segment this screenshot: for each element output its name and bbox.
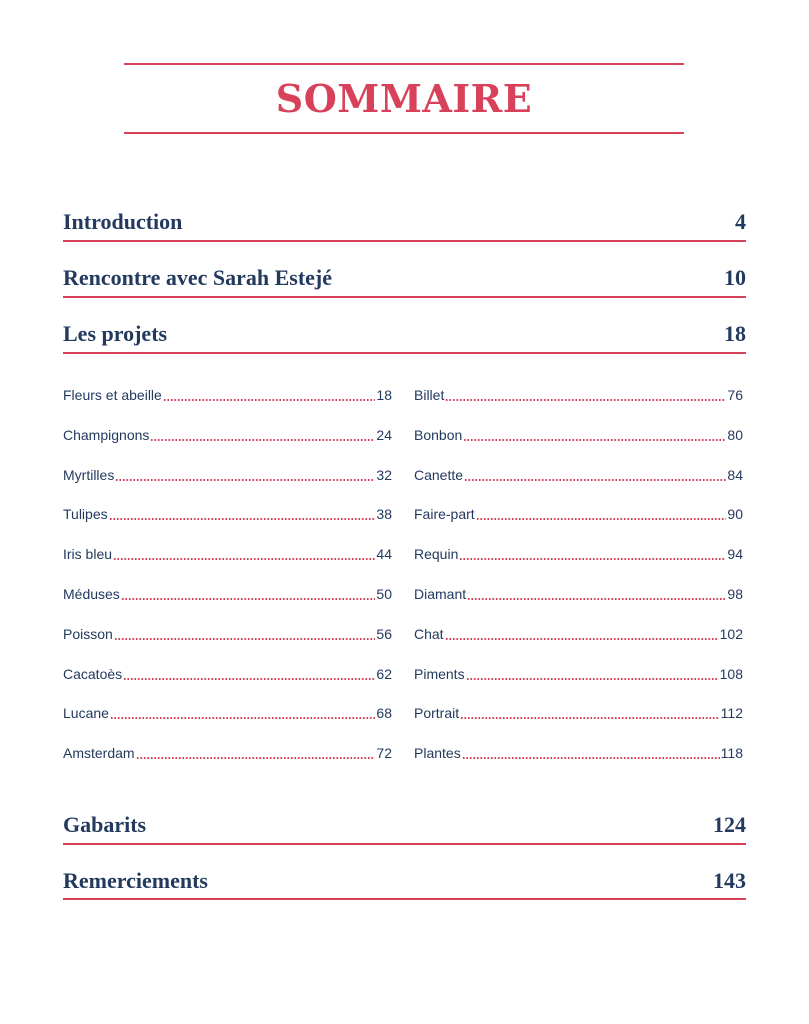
project-page: 84 [727,466,743,483]
project-label: Myrtilles [63,466,115,483]
project-label: Méduses [63,585,120,602]
toc-entry-label: Les projets [63,321,168,346]
toc-rule [63,352,746,354]
page-title: SOMMAIRE [275,76,533,121]
toc-rule [63,296,746,298]
project-label: Cacatoès [63,665,123,682]
toc-entry-page: 18 [724,321,746,346]
project-page: 90 [727,506,743,523]
project-label: Lucane [63,705,109,722]
project-entry [63,663,392,685]
project-entry [63,623,392,645]
dot-leader [460,717,720,719]
project-label: Poisson [63,625,113,642]
project-page: 72 [376,745,392,762]
toc-entry-page: 124 [713,812,746,837]
toc-entry-label: Introduction [63,209,183,234]
project-entry [63,583,392,605]
dot-leader [113,558,375,560]
dot-leader [467,598,726,600]
dot-leader [109,518,376,520]
toc-entry-label: Rencontre avec Sarah Estejé [63,265,333,290]
project-label: Billet [414,387,445,403]
toc-entry-page: 4 [735,209,746,234]
project-entry [414,702,743,724]
project-page: 18 [376,387,392,403]
project-entry [63,424,392,446]
project-label: Plantes [414,745,461,762]
dot-leader [476,518,727,520]
project-entry [414,464,743,486]
project-page: 98 [727,585,743,602]
project-page: 62 [376,665,392,682]
project-page: 50 [376,585,392,602]
dot-leader [464,479,726,481]
toc-entry-les-projets [63,319,746,349]
dot-leader [462,757,720,759]
project-label: Piments [414,665,465,682]
toc-entry-page: 143 [713,868,746,893]
toc-entry-introduction [63,207,746,237]
project-entry [414,503,743,525]
project-page: 24 [376,426,392,443]
project-entry [63,384,392,406]
project-entry [63,543,392,565]
dot-leader [123,678,375,680]
project-page: 102 [719,625,743,642]
project-label: Champignons [63,426,150,443]
title-rule-top [124,63,684,65]
project-entry [414,663,743,685]
project-label: Fleurs et abeille [63,387,162,403]
project-page: 80 [727,426,743,443]
toc-entry-page: 10 [724,265,746,290]
dot-leader [459,558,726,560]
project-label: Canette [414,466,464,483]
project-entry [63,742,392,764]
dot-leader [463,439,726,441]
dot-leader [445,638,719,640]
toc-entry-rencontre [63,263,746,293]
dot-leader [110,717,375,719]
project-page: 44 [376,546,392,563]
toc-entry-label: Remerciements [63,868,208,893]
dot-leader [115,479,375,481]
project-entry [63,464,392,486]
project-entry [414,543,743,565]
project-entry [414,742,743,764]
projects-column-right [414,384,743,782]
project-label: Faire-part [414,506,475,523]
project-page: 38 [376,506,392,523]
dot-leader [150,439,375,441]
project-entry [414,583,743,605]
project-page: 118 [720,745,743,762]
toc-entry-label: Gabarits [63,812,147,837]
project-label: Amsterdam [63,745,135,762]
project-label: Diamant [414,585,467,602]
project-page: 112 [720,705,743,722]
dot-leader [466,678,719,680]
project-page: 56 [376,625,392,642]
project-entry [414,623,743,645]
project-entry [63,702,392,724]
project-label: Iris bleu [63,546,113,563]
toc-entry-remerciements [63,866,746,896]
toc-rule [63,898,746,900]
project-entry [63,503,392,525]
project-label: Requin [414,546,459,563]
project-page: 68 [376,705,392,722]
project-entry [414,424,743,446]
project-entry [414,384,743,406]
project-label: Bonbon [414,426,463,443]
project-label: Chat [414,625,444,642]
projects-column-left [63,384,392,782]
toc-entry-gabarits [63,810,746,840]
project-page: 32 [376,466,392,483]
dot-leader [163,399,376,401]
title-rule-bottom [124,132,684,134]
project-page: 76 [727,387,743,403]
toc-rule [63,240,746,242]
project-page: 108 [719,665,743,682]
project-label: Portrait [414,705,460,722]
dot-leader [136,757,376,759]
dot-leader [445,399,726,401]
dot-leader [114,638,376,640]
toc-rule [63,843,746,845]
project-page: 94 [727,546,743,563]
dot-leader [121,598,376,600]
project-label: Tulipes [63,506,108,523]
